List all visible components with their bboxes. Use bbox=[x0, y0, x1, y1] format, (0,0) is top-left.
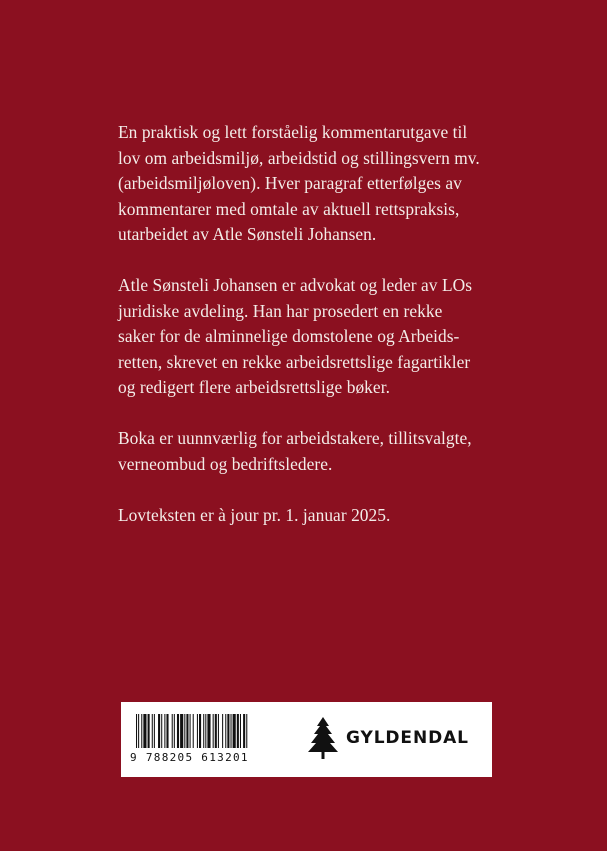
barcode-bar bbox=[215, 714, 217, 748]
text-line: lov om arbeidsmiljø, arbeidstid og stillingsvern mv. bbox=[118, 147, 480, 168]
text-line: Lovteksten er à jour pr. 1. januar 2025. bbox=[118, 504, 391, 525]
blurb-text bbox=[118, 120, 538, 554]
text-line: Boka er uunnværlig for arbeidstakere, tillitsvalgte, bbox=[118, 428, 472, 448]
barcode-bar bbox=[143, 714, 146, 748]
isbn-barcode bbox=[136, 714, 287, 748]
barcode-bar bbox=[243, 714, 245, 748]
barcode-bar bbox=[158, 714, 160, 748]
barcode-bar bbox=[177, 714, 179, 748]
barcode-bar bbox=[184, 714, 185, 748]
barcode-bar bbox=[161, 714, 162, 748]
barcode-bar bbox=[193, 714, 194, 748]
barcode-bar bbox=[225, 714, 226, 748]
barcode-bar bbox=[172, 714, 173, 748]
barcode-bar bbox=[138, 714, 139, 748]
barcode-bar bbox=[141, 714, 142, 748]
barcode-bar bbox=[233, 714, 236, 748]
text-line: Atle Sønsteli Johansen er advokat og leder av LOs bbox=[118, 275, 473, 295]
barcode-bar bbox=[197, 714, 198, 748]
barcode-bar bbox=[136, 714, 137, 748]
barcode-bar bbox=[154, 714, 155, 748]
text-line: retten, skrevet en rekke arbeidsrettslige fagartikler bbox=[118, 351, 471, 372]
barcode-bar bbox=[174, 714, 175, 748]
barcode-bar bbox=[227, 714, 229, 748]
isbn-digits: 9 788205 613201 bbox=[130, 751, 249, 764]
text-line: utarbeidet av Atle Sønsteli Johansen. bbox=[118, 224, 377, 244]
barcode-bar bbox=[152, 714, 153, 748]
barcode-bar bbox=[180, 714, 183, 748]
barcode-bar bbox=[148, 714, 150, 748]
barcode-bar bbox=[218, 714, 219, 748]
publisher-name: GYLDENDAL bbox=[346, 728, 469, 748]
barcode-bar bbox=[231, 714, 232, 748]
barcode-bar bbox=[199, 714, 201, 748]
barcode-bar bbox=[222, 714, 223, 748]
fir-tree-icon bbox=[307, 716, 339, 760]
barcode-bar bbox=[190, 714, 191, 748]
paragraph-summary bbox=[118, 120, 538, 248]
barcode-panel bbox=[121, 702, 492, 777]
barcode-bar bbox=[246, 714, 247, 748]
barcode-bar bbox=[213, 714, 214, 748]
barcode-bar bbox=[166, 714, 168, 748]
barcode-bar bbox=[205, 714, 206, 748]
barcode-bar bbox=[164, 714, 165, 748]
text-line: En praktisk og lett forståelig kommentarutgave til bbox=[118, 122, 468, 142]
barcode-bar bbox=[240, 714, 241, 748]
text-line: (arbeidsmiljøloven). Hver paragraf etterfølges av bbox=[118, 173, 462, 193]
barcode-bar bbox=[203, 714, 204, 748]
text-line: juridiske avdeling. Han har prosedert en rekke bbox=[118, 300, 443, 321]
text-line: kommentarer med omtale av aktuell rettspraksis, bbox=[118, 198, 460, 219]
barcode-bar bbox=[237, 714, 239, 748]
paragraph-author-bio bbox=[118, 273, 538, 401]
paragraph-currency-note bbox=[118, 503, 538, 529]
text-line: og redigert flere arbeidsrettslige bøker. bbox=[118, 377, 390, 397]
barcode-bar bbox=[207, 714, 210, 748]
text-line: saker for de alminnelige domstolene og Arbeids- bbox=[118, 326, 460, 346]
paragraph-audience bbox=[118, 426, 538, 477]
barcode-bar bbox=[186, 714, 188, 748]
text-line: verneombud og bedriftsledere. bbox=[118, 453, 333, 474]
